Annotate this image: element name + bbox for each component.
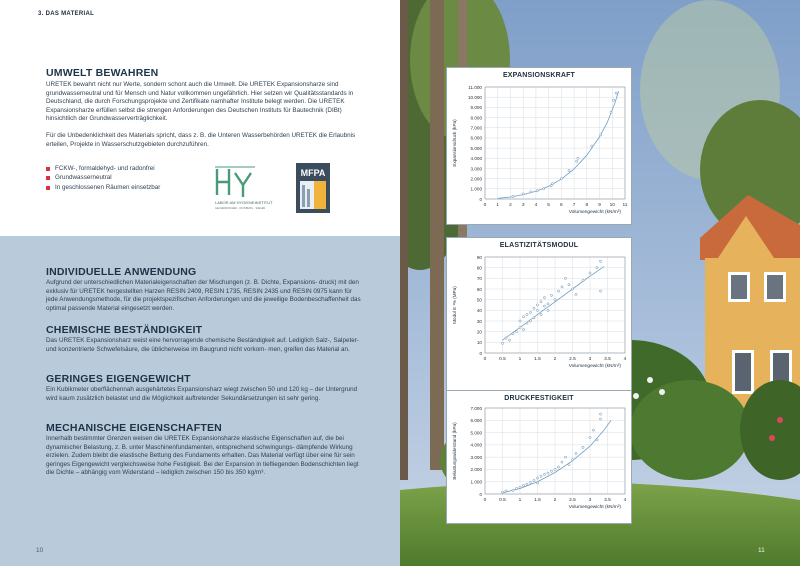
page-number-right: 11: [758, 547, 765, 554]
x-tick-label: 3: [588, 498, 592, 503]
y-tick-label: 70: [476, 276, 482, 282]
chart-title: ELASTIZITÄTSMODUL: [499, 242, 579, 249]
data-point: [522, 316, 524, 318]
y-tick-label: 11.000: [468, 84, 482, 90]
mechanisch-paragraph: Innerhalb bestimmter Grenzen weisen die URETEK Expansionsharze elastische Eigenschaften auf, die bei dynamischer Belastung, z. B. unter Maschinenfundamenten, entsprechend schwingungs- dämpfende Wirkung erzielen. Zudem bleibt die elastische Bettung des Fundaments erhalten. Das Material verfügt über eine für sein geringes Eigengewicht vergleichsweise hohe Festigkeit. Bei der Expansion in tiefliegenden Bodenschichten liegt die Dichte – abhängig vom Widerstand – lediglich zwischen 150 bis 350 kg/m³.: [46, 435, 359, 477]
x-axis-label: Volumengewicht (kN/m³): [568, 210, 621, 215]
data-point: [515, 487, 517, 489]
data-point: [568, 463, 570, 465]
data-point: [589, 436, 591, 438]
data-point: [529, 320, 531, 322]
bullet-item: [46, 173, 206, 182]
data-point: [554, 468, 556, 470]
y-axis-label: Modul E ¹% (MPa): [452, 286, 457, 324]
mfpa-logo: [296, 163, 330, 213]
x-tick-label: 0: [483, 357, 487, 362]
mechanisch-title: MECHANISCHE EIGENSCHAFTEN: [46, 422, 222, 434]
x-tick-label: 5: [547, 203, 550, 208]
data-point: [564, 456, 566, 458]
y-tick-label: 30: [476, 318, 482, 324]
chemisch-paragraph: Das URETEK Expansionsharz weist eine hervorragende chemische Beständigkeit auf. Lediglich Salz-, Salpeter- und konzentrierte Schwefelsäure, die üblicherweise im Baugrund nicht vorkom- men, greifen das Material an.: [46, 337, 359, 353]
page-number-left: 10: [36, 547, 44, 554]
x-tick-label: 4: [623, 498, 627, 503]
data-point: [599, 290, 601, 292]
data-point: [547, 472, 549, 474]
data-point: [530, 191, 532, 193]
data-point: [596, 267, 598, 269]
y-tick-label: 10: [476, 340, 482, 346]
y-tick-label: 5.000: [470, 430, 482, 436]
x-tick-label: 11: [622, 203, 628, 208]
data-point: [612, 99, 614, 101]
y-tick-label: 4.000: [470, 442, 482, 448]
hy-logo-icon: [213, 165, 283, 211]
data-point: [582, 279, 584, 281]
umwelt-title: UMWELT BEWAHREN: [46, 67, 159, 79]
data-point: [542, 188, 544, 190]
y-tick-label: 80: [476, 265, 482, 271]
data-point: [591, 145, 593, 147]
data-point: [505, 490, 507, 492]
mechanisch-section: [46, 422, 364, 478]
data-point: [540, 301, 542, 303]
data-point: [512, 489, 514, 491]
chart-elastizitaetsmodul: [446, 237, 632, 392]
y-tick-label: 8.000: [470, 115, 482, 121]
data-point: [501, 342, 503, 344]
data-point: [501, 491, 503, 493]
chart-title: DRUCKFESTIGKEIT: [504, 395, 574, 402]
individuell-section: [46, 266, 364, 313]
data-point: [560, 178, 562, 180]
chart-plot: [447, 249, 631, 390]
y-tick-label: 0: [479, 196, 482, 202]
x-tick-label: 2.5: [569, 498, 576, 503]
data-point: [533, 307, 535, 309]
data-point: [536, 304, 538, 306]
gewicht-paragraph: Ein Kubikmeter oberflächennah ausgehärtetes Expansionsharz wiegt zwischen 50 und 120 kg – der Untergrund wird kaum zusätzlich belastet und die Möglichkeit auftretender Sekundärsetzungen ist sehr gering.: [46, 386, 358, 402]
bullet-square-icon: [46, 167, 50, 171]
y-axis-label: Expansionsdruck (kPa): [452, 119, 457, 167]
x-tick-label: 1: [496, 203, 500, 208]
data-point: [592, 429, 594, 431]
data-point: [533, 317, 535, 319]
data-point: [576, 160, 578, 162]
y-tick-label: 0: [479, 491, 482, 497]
x-axis-label: Volumengewicht (kN/m³): [568, 364, 621, 369]
data-point: [564, 277, 566, 279]
chart-plot: [447, 402, 631, 522]
data-point: [540, 475, 542, 477]
data-point: [600, 134, 602, 136]
y-tick-label: 50: [476, 297, 482, 303]
data-point: [557, 466, 559, 468]
data-point: [575, 452, 577, 454]
y-tick-label: 2.000: [470, 467, 482, 473]
data-point: [526, 314, 528, 316]
x-tick-label: 4: [623, 357, 627, 362]
data-point: [508, 339, 510, 341]
individuell-title: INDIVIDUELLE ANWENDUNG: [46, 266, 197, 278]
individuell-paragraph: Aufgrund der unterschiedlichen Materialeigenschaften der Mischungen (z. B. Dichte, Expansions- druck) mit den exklusiv für URETEK hergestellten Harzen RESIN 2409, RESIN 1735, RESIN 2435 und RESIN 0975 kann für jede Anwendungsmethode, für die projektspezifischen Anforderungen und die jeweilige Bodenbeschaffenheit das optimal passende Material eingesetzt werden.: [46, 279, 361, 312]
gewicht-title: GERINGES EIGENGEWICHT: [46, 373, 191, 385]
data-point: [599, 418, 601, 420]
gewicht-section: [46, 373, 364, 403]
data-point: [557, 290, 559, 292]
data-point: [512, 195, 514, 197]
y-tick-label: 3.000: [470, 166, 482, 172]
y-tick-label: 40: [476, 308, 482, 314]
bullet-square-icon: [46, 176, 50, 180]
data-point: [505, 337, 507, 339]
x-tick-label: 0.5: [499, 357, 506, 362]
data-point: [522, 484, 524, 486]
x-tick-label: 0: [483, 498, 487, 503]
data-point: [529, 481, 531, 483]
mfpa-text: MFPA: [300, 168, 326, 178]
x-tick-label: 0.5: [499, 498, 506, 503]
data-point: [526, 322, 528, 324]
x-tick-label: 1: [518, 498, 522, 503]
y-tick-label: 6.000: [470, 135, 482, 141]
data-point: [519, 486, 521, 488]
x-tick-label: 1.5: [534, 498, 541, 503]
chemisch-section: [46, 324, 364, 354]
y-tick-label: 9.000: [470, 105, 482, 111]
y-tick-label: 3.000: [470, 454, 482, 460]
x-tick-label: 10: [609, 203, 615, 208]
data-point: [577, 157, 579, 159]
bullet-square-icon: [46, 186, 50, 190]
data-point: [596, 439, 598, 441]
y-tick-label: 7.000: [470, 405, 482, 411]
bullet-item: [46, 183, 206, 192]
chemisch-title: CHEMISCHE BESTÄNDIGKEIT: [46, 324, 203, 336]
data-point: [550, 294, 552, 296]
plot-frame: [485, 87, 625, 199]
data-point: [536, 477, 538, 479]
umwelt-paragraph-1: URETEK bewahrt nicht nur Werte, sondern schont auch die Umwelt. Die URETEK Expansionsharze sind grundwasserneutral und für Mensch und Natur vollkommen ungefährlich. Hier setzen wir Qualitätsstandards in Deutschland, die durch Forschungsprojekte und Zertifikate namhafter Institute belegt werden. Die URETEK Expansionsharze erfüllen selbst die strengen Anforderungen des Deutschen Instituts für Bautechnik (DIBt) hinsichtlich der Grundwasserverträglichkeit.: [46, 81, 354, 123]
x-tick-label: 9: [598, 203, 601, 208]
data-point: [536, 190, 538, 192]
data-point: [551, 183, 553, 185]
y-axis-label: Belastungswiderstand (kPa): [452, 422, 457, 480]
bullet-item: [46, 164, 206, 173]
hy-caption: LABOR AM HYGIENEINSTITUT: [215, 200, 273, 205]
y-tick-label: 20: [476, 329, 482, 335]
data-point: [554, 299, 556, 301]
y-tick-label: 7.000: [470, 125, 482, 131]
hygieneinstitut-logo: [213, 165, 283, 211]
trend-line: [503, 267, 605, 341]
y-tick-label: 6.000: [470, 418, 482, 424]
data-point: [550, 470, 552, 472]
data-point: [533, 479, 535, 481]
data-point: [526, 483, 528, 485]
bullet-text: In geschlossenen Räumen einsetzbar: [55, 183, 161, 191]
x-tick-label: 1.5: [534, 357, 541, 362]
data-point: [540, 314, 542, 316]
data-point: [536, 309, 538, 311]
data-point: [547, 309, 549, 311]
data-point: [615, 92, 617, 94]
data-point: [582, 446, 584, 448]
x-tick-label: 8: [585, 203, 589, 208]
chart-druckfestigkeit: [446, 390, 632, 524]
y-tick-label: 2.000: [470, 176, 482, 182]
y-tick-label: 0: [479, 350, 482, 356]
x-tick-label: 0: [483, 203, 487, 208]
hy-subcaption: GELSENKIRCHEN · DUISBURG · SIEGEN: [215, 207, 266, 210]
data-point: [522, 193, 524, 195]
y-tick-label: 4.000: [470, 156, 482, 162]
data-point: [519, 320, 521, 322]
x-tick-label: 1: [518, 357, 522, 362]
data-point: [561, 461, 563, 463]
x-tick-label: 2.5: [569, 357, 576, 362]
y-tick-label: 10.000: [467, 94, 482, 100]
x-tick-label: 2: [553, 498, 557, 503]
data-point: [543, 296, 545, 298]
section-label: 3. DAS MATERIAL: [38, 11, 95, 17]
data-point: [519, 326, 521, 328]
x-axis-label: Volumengewicht (kN/m³): [568, 505, 621, 510]
mfpa-logo-icon: [296, 163, 330, 213]
y-tick-label: 5.000: [470, 145, 482, 151]
umwelt-section: [46, 67, 366, 149]
data-point: [568, 284, 570, 286]
data-point: [543, 473, 545, 475]
data-point: [543, 305, 545, 307]
data-point: [575, 293, 577, 295]
data-point: [599, 413, 601, 415]
data-point: [529, 311, 531, 313]
y-tick-label: 60: [476, 286, 482, 292]
data-point: [610, 111, 612, 113]
data-point: [550, 185, 552, 187]
x-tick-label: 3.5: [604, 498, 611, 503]
data-point: [536, 482, 538, 484]
data-point: [599, 260, 601, 262]
data-point: [522, 328, 524, 330]
x-tick-label: 2: [509, 203, 512, 208]
chart-plot: [447, 79, 631, 223]
x-tick-label: 3: [588, 357, 592, 362]
x-tick-label: 7: [572, 203, 576, 208]
chart-expansionskraft: [446, 67, 632, 225]
x-tick-label: 6: [560, 203, 563, 208]
x-tick-label: 3.5: [604, 357, 611, 362]
x-tick-label: 3: [521, 203, 525, 208]
data-point: [561, 286, 563, 288]
data-point: [512, 333, 514, 335]
data-point: [571, 288, 573, 290]
x-tick-label: 4: [534, 203, 538, 208]
data-point: [568, 169, 570, 171]
data-point: [515, 331, 517, 333]
y-tick-label: 1.000: [470, 479, 482, 485]
umwelt-bullet-list: [46, 164, 206, 192]
bullet-text: FCKW-, formaldehyd- und radonfrei: [55, 165, 155, 172]
data-point: [589, 272, 591, 274]
y-tick-label: 90: [476, 254, 482, 260]
data-point: [571, 459, 573, 461]
chart-title: EXPANSIONSKRAFT: [502, 72, 576, 79]
y-tick-label: 1.000: [470, 186, 482, 192]
umwelt-paragraph-2: Für die Unbedenklichkeit des Materials spricht, dass z. B. die Unteren Wasserbehörden URETEK die Erlaubnis erteilen, Projekte in Wasserschutzgebieten durchzuführen.: [46, 131, 356, 148]
data-point: [547, 303, 549, 305]
bullet-text: Grundwasserneutral: [55, 174, 112, 182]
x-tick-label: 2: [553, 357, 557, 362]
